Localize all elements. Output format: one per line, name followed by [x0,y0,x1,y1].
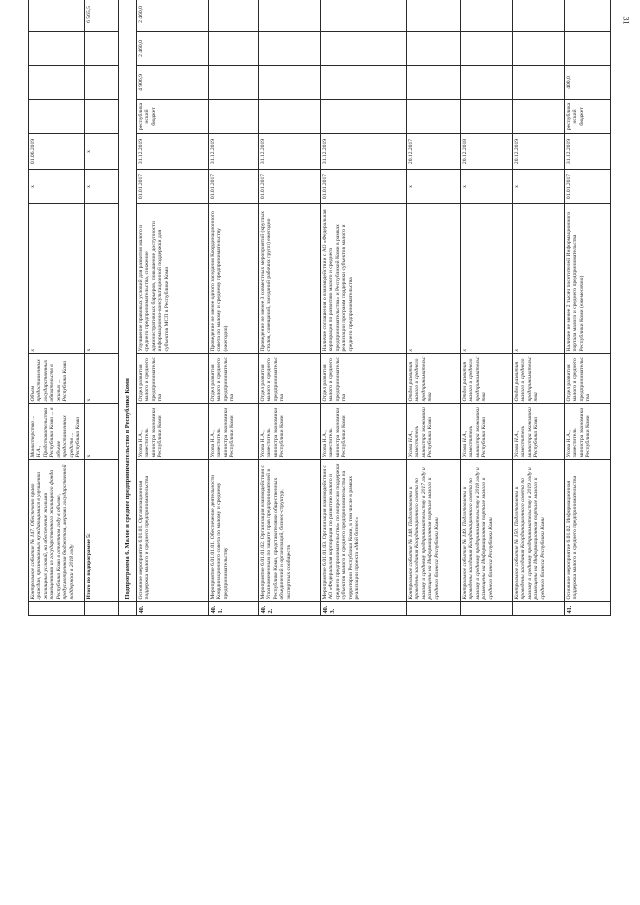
table-cell: Отдел развития малого и среднего предпринимательства [259,354,321,404]
table-cell: Контрольное событие № 150. Подготовлены и проведены заседания Координационного совета по малому и среднему предпринимательству в 2019 году и размещены на Информационном портале малого и среднего бизнеса Республики Коми [513,460,565,602]
row-number: 40.1. [209,602,259,616]
table-cell: 20.12.2018 [461,134,513,170]
table-cell [29,66,85,100]
table-cell: Усова Н.А., заместитель министра экономики Республики Коми [461,404,513,460]
table-cell: Усова Н.А., заместитель министра экономики Республики Коми [321,404,407,460]
table-cell: 31.12.2019 [259,134,321,170]
table-row [321,0,407,616]
table-cell: Мероприятие 6.01.01.01. Обеспечение деятельности Координационного совета по малому и среднему предпринимательству [209,460,259,602]
row-number: 40.3. [321,602,407,616]
table-cell: 31.12.2019 [209,134,259,170]
table-cell [565,0,611,32]
table-cell [119,602,137,616]
table-cell: Отдел развития малого и среднего предпринимательства [407,354,461,404]
table-cell: 6 565,5 [85,0,119,32]
table-cell [461,100,513,134]
table-row [85,0,119,616]
table-cell: 2 460,0 [137,0,209,32]
table-cell: 20.12.2017 [407,134,461,170]
table-cell: 2 460,0 [137,32,209,66]
table-cell [85,100,119,134]
table-cell: 20.12.2019 [513,134,565,170]
row-number [461,602,513,616]
table-cell [513,0,565,32]
table-cell [513,32,565,66]
table-cell: 31.12.2019 [321,134,407,170]
table-row [407,0,461,616]
row-number [29,602,85,616]
row-number: 40.2. [259,602,321,616]
table-cell: Мероприятие 6.01.01.02. Организация взаимодействия с Уполномоченным по защите прав предпринимателей в Республике Коми, представителями общественных объединений и организаций, бизнес-структур, экспертных сообществ [259,460,321,602]
rotated-table-wrapper [28,0,610,616]
table-cell: Наличие соглашения о взаимодействии с АО «Федеральная корпорация по развитию малого и среднего предпринимательства» и Республикой Коми в рамках реализации программ поддержки субъектов малого и среднего предпринимательства [321,204,407,354]
table-cell: 31.12.2019 [137,134,209,170]
section-heading: Подпрограмма 6. Малое и среднее предпринимательство в Республике Коми [119,0,137,602]
table-cell: х [85,134,119,170]
table-cell: х [29,170,85,204]
table-cell: Контрольное событие № 149. Подготовлены и проведены заседания Координационного совета по малому и среднему предпринимательству в 2018 году и размещены на Информационном портале малого и среднего бизнеса Республики Коми [461,460,513,602]
table-row [461,0,513,616]
table-cell [513,100,565,134]
table-cell: республиканский бюджет [137,100,209,134]
table-cell: 400,0 [565,66,611,100]
table-cell [259,100,321,134]
table-cell: Усова Н.А., заместитель министра экономики Республики Коми [209,404,259,460]
table-cell: 31.12.2019 [565,134,611,170]
table-cell: Контрольное событие № 147. Обеспечено право граждан, признаваемых нуждающимися в улучшении жилищных условий, на обеспечение жилыми помещениями из государственного жилищного фонда Республики Коми в отчетном году в объеме, предусмотренном бюджетом, мерами государственной поддержки в 2018 году [29,460,85,602]
table-cell [259,66,321,100]
table-cell [209,100,259,134]
table-cell: х [461,204,513,354]
table-row [29,0,85,616]
row-number [85,602,119,616]
table-cell [321,32,407,66]
table-row [259,0,321,616]
table-cell: Усова Н.А., заместитель министра экономики Республики Коми [259,404,321,460]
table-row [119,0,137,616]
table-cell [209,0,259,32]
table-cell [29,32,85,66]
table-cell: республиканский бюджет [565,100,611,134]
table-cell: Объем предоставленных государственных обязательств в жилых ... Республики Коми [29,354,85,404]
table-cell [85,66,119,100]
table-cell [407,66,461,100]
table-cell: Итого по подпрограмме 5: [85,460,119,602]
table-cell [407,0,461,32]
table-row [565,0,611,616]
table-cell: Усова Н.А., заместитель министра экономики Республики Коми [137,404,209,460]
table-cell: Министерство ... Н.А., Представительства Республики Коми ... в объеме предоставленных средств ... Республики Коми [29,404,85,460]
table-cell [461,32,513,66]
table-cell [209,66,259,100]
table-cell: Отдел развития малого и среднего предпринимательства [209,354,259,404]
table-cell [407,100,461,134]
table-cell [209,32,259,66]
table-cell: Отдел развития малого и среднего предпринимательства [137,354,209,404]
table-cell: Наличие не менее 2 тысяч посетителей Информационного портала малого и среднего предпринимательства Республики Коми (ежемесячно) [565,204,611,354]
table-cell: х [513,170,565,204]
table-cell: Проведение не менее одного заседания Координационного совета по малому и среднему предпринимательству (ежегодно) [209,204,259,354]
table-cell: х [407,170,461,204]
table-cell: 01.01.2017 [259,170,321,204]
table-cell: 01.01.2017 [209,170,259,204]
table-cell [85,32,119,66]
table-cell [565,32,611,66]
table-cell: 01.01.2017 [565,170,611,204]
table-cell [321,0,407,32]
table-cell: 4 906,9 [137,66,209,100]
table-cell: 01.01.2017 [321,170,407,204]
table-cell [407,32,461,66]
table-cell: Отдел развития малого и среднего предпринимательства [321,354,407,404]
table-cell: Основное мероприятие 6.01.02. Информационная поддержка малого и среднего предпринимательства [565,460,611,602]
table-cell: Отдел развития малого и среднего предпринимательства [461,354,513,404]
row-number [407,602,461,616]
table-cell: х [29,204,85,354]
table-row [209,0,259,616]
table-cell: х [407,204,461,354]
table-cell [29,0,85,32]
row-number: 40. [137,602,209,616]
table-cell [321,66,407,100]
table-cell: Контрольное событие № 148. Подготовлены и проведены заседания Координационного совета по малому и среднему предпринимательству в 2017 году и размещены на Информационном портале малого и среднего бизнеса Республики Коми [407,460,461,602]
page-number: 31 [621,16,631,25]
table-cell: Проведение не менее 3 совместных мероприятий (круглых столов, совещаний, заседаний рабочих групп) ежегодно [259,204,321,354]
table-cell: х [85,404,119,460]
table-cell [513,66,565,100]
table-cell: Усова Н.А., заместитель министра экономики Республики Коми [407,404,461,460]
table-cell: Отдел развития малого и среднего предпринимательства [513,354,565,404]
table-cell: х [513,204,565,354]
table-cell: х [85,354,119,404]
table-cell [461,0,513,32]
table-cell [461,66,513,100]
table-body [29,0,611,616]
table-cell [29,100,85,134]
row-number [513,602,565,616]
table-cell [259,0,321,32]
table-cell: 01.01.2017 [137,170,209,204]
table-cell [321,100,407,134]
row-number: 41. [565,602,611,616]
table-cell: х [461,170,513,204]
table-cell: Основное мероприятие 6.01.01. Организационная поддержка малого и среднего предпринимательства [137,460,209,602]
table-cell: Усова Н.А., заместитель министра экономики Республики Коми [565,404,611,460]
table-cell: 01.06.2019 [29,134,85,170]
table-cell: Усова Н.А., заместитель министра экономики Республики Коми [513,404,565,460]
program-activities-table [28,0,611,616]
document-sheet [28,6,610,870]
table-cell: х [85,170,119,204]
table-cell: Улучшение правовых условий для развития малого и среднего предпринимательства, снижение административных барьеров, повышение доступности информационно-консультационной поддержки для субъектов МСП в Республике Коми [137,204,209,354]
table-cell: Мероприятие 6.01.01.03. Организация взаимодействия с АО «Федеральная корпорация по развитию малого и среднего предпринимательства» по вопросам поддержки субъектов малого и среднего предпринимательства на территории Республики Коми, в том числе в рамках реализации проекта «Мой бизнес» [321,460,407,602]
table-cell: х [85,204,119,354]
table-row [513,0,565,616]
table-row [137,0,209,616]
table-cell [259,32,321,66]
table-cell: Отдел развития малого и среднего предпринимательства [565,354,611,404]
